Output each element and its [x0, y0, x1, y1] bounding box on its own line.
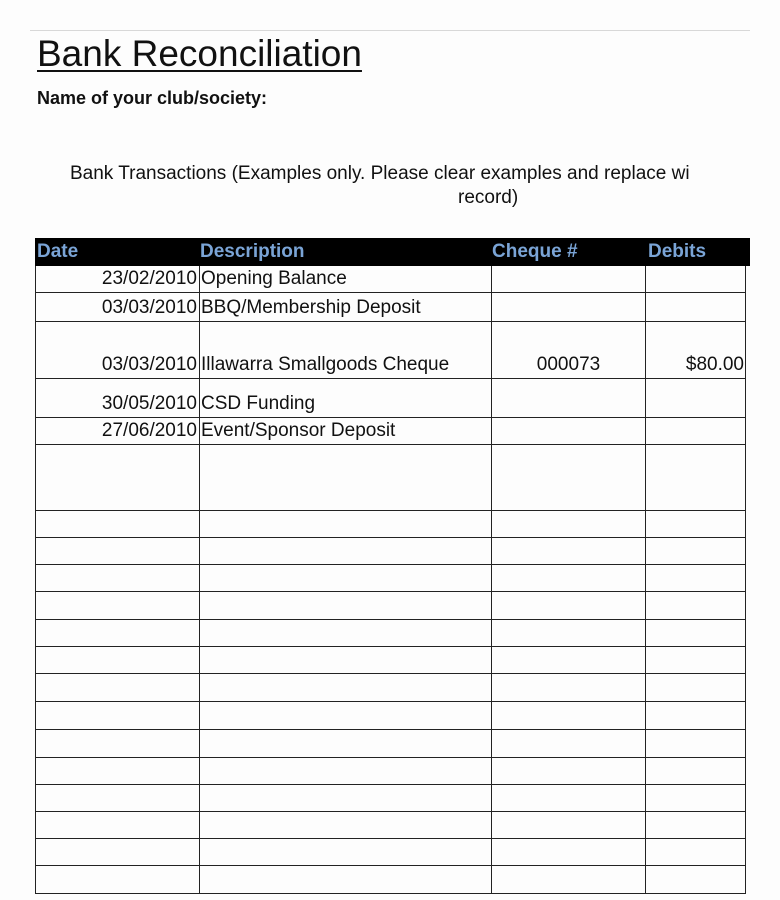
- cell-debits[interactable]: [645, 785, 746, 811]
- cell-date[interactable]: [35, 758, 199, 784]
- table-row: [35, 445, 746, 511]
- cell-date[interactable]: [35, 730, 199, 757]
- cell-date[interactable]: [35, 592, 199, 619]
- notice-line-1: Bank Transactions (Examples only. Please clear examples and replace wi: [70, 163, 690, 184]
- table-row: [35, 266, 746, 293]
- header-date: Date: [37, 241, 79, 262]
- cell-cheque[interactable]: [491, 785, 645, 811]
- cell-description[interactable]: [199, 592, 491, 619]
- table-row: [35, 379, 746, 418]
- cell-date[interactable]: [35, 538, 199, 564]
- table-header-row: [35, 238, 750, 266]
- cell-debits[interactable]: [645, 293, 746, 321]
- cell-description[interactable]: BBQ/Membership Deposit: [199, 293, 491, 321]
- cell-description[interactable]: [199, 511, 491, 537]
- cell-description[interactable]: Event/Sponsor Deposit: [199, 418, 491, 444]
- cell-cheque[interactable]: [491, 839, 645, 865]
- cell-description[interactable]: [199, 812, 491, 838]
- cell-description[interactable]: Illawarra Smallgoods Cheque: [199, 322, 491, 378]
- table-row: [35, 592, 746, 620]
- cell-description[interactable]: [199, 565, 491, 591]
- cell-debits[interactable]: [645, 647, 746, 673]
- cell-debits[interactable]: [645, 674, 746, 701]
- cell-description[interactable]: CSD Funding: [199, 379, 491, 417]
- cell-date[interactable]: [35, 445, 199, 510]
- cell-description[interactable]: [199, 620, 491, 646]
- cell-cheque[interactable]: [491, 266, 645, 292]
- table-row: [35, 620, 746, 647]
- cell-date[interactable]: [35, 647, 199, 673]
- cell-debits[interactable]: [645, 866, 746, 893]
- table-row: [35, 538, 746, 565]
- cell-debits[interactable]: [645, 730, 746, 757]
- cell-date[interactable]: [35, 565, 199, 591]
- cell-debits[interactable]: [645, 418, 746, 444]
- cell-cheque[interactable]: [491, 702, 645, 729]
- cell-date[interactable]: 30/05/2010: [35, 379, 199, 417]
- cell-cheque[interactable]: [491, 592, 645, 619]
- cell-debits[interactable]: [645, 620, 746, 646]
- cell-cheque[interactable]: [491, 730, 645, 757]
- table-row: [35, 647, 746, 674]
- cell-date[interactable]: [35, 812, 199, 838]
- cell-debits[interactable]: [645, 592, 746, 619]
- transactions-table-body: [35, 266, 746, 894]
- cell-cheque[interactable]: [491, 866, 645, 893]
- cell-date[interactable]: [35, 674, 199, 701]
- table-row: [35, 293, 746, 322]
- table-row: [35, 511, 746, 538]
- table-row: [35, 418, 746, 445]
- cell-debits[interactable]: [645, 511, 746, 537]
- cell-description[interactable]: [199, 866, 491, 893]
- cell-date[interactable]: [35, 620, 199, 646]
- cell-cheque[interactable]: [491, 758, 645, 784]
- cell-cheque[interactable]: 000073: [491, 322, 645, 378]
- transactions-notice: [0, 160, 780, 214]
- cell-cheque[interactable]: [491, 538, 645, 564]
- cell-date[interactable]: [35, 702, 199, 729]
- cell-description[interactable]: [199, 730, 491, 757]
- top-divider: [30, 30, 750, 31]
- cell-description[interactable]: [199, 785, 491, 811]
- cell-description[interactable]: [199, 538, 491, 564]
- cell-cheque[interactable]: [491, 565, 645, 591]
- cell-cheque[interactable]: [491, 445, 645, 510]
- cell-debits[interactable]: [645, 839, 746, 865]
- header-description: Description: [200, 241, 305, 262]
- cell-date[interactable]: [35, 866, 199, 893]
- cell-cheque[interactable]: [491, 674, 645, 701]
- cell-date[interactable]: 03/03/2010: [35, 322, 199, 378]
- cell-cheque[interactable]: [491, 620, 645, 646]
- cell-description[interactable]: Opening Balance: [199, 266, 491, 292]
- cell-date[interactable]: [35, 785, 199, 811]
- cell-debits[interactable]: [645, 565, 746, 591]
- cell-debits[interactable]: [645, 379, 746, 417]
- cell-debits[interactable]: $80.00: [645, 322, 746, 378]
- cell-cheque[interactable]: [491, 379, 645, 417]
- table-row: [35, 785, 746, 812]
- cell-cheque[interactable]: [491, 511, 645, 537]
- cell-description[interactable]: [199, 702, 491, 729]
- cell-cheque[interactable]: [491, 293, 645, 321]
- cell-date[interactable]: [35, 839, 199, 865]
- club-name-label: Name of your club/society:: [37, 88, 268, 108]
- table-row: [35, 839, 746, 866]
- cell-date[interactable]: 23/02/2010: [35, 266, 199, 292]
- table-row: [35, 812, 746, 839]
- cell-debits[interactable]: [645, 445, 746, 510]
- cell-cheque[interactable]: [491, 647, 645, 673]
- page-title: Bank Reconciliation: [37, 33, 362, 74]
- cell-debits[interactable]: [645, 758, 746, 784]
- notice-line-2: record): [458, 187, 519, 208]
- cell-debits[interactable]: [645, 266, 746, 292]
- cell-debits[interactable]: [645, 812, 746, 838]
- cell-description[interactable]: [199, 758, 491, 784]
- cell-date[interactable]: [35, 511, 199, 537]
- cell-description[interactable]: [199, 839, 491, 865]
- cell-description[interactable]: [199, 674, 491, 701]
- cell-debits[interactable]: [645, 702, 746, 729]
- header-cheque: Cheque #: [492, 241, 578, 262]
- cell-date[interactable]: 03/03/2010: [35, 293, 199, 321]
- cell-description[interactable]: [199, 647, 491, 673]
- table-row: [35, 730, 746, 758]
- cell-description[interactable]: [199, 445, 491, 510]
- header-debits: Debits: [648, 241, 707, 262]
- cell-debits[interactable]: [645, 538, 746, 564]
- table-row: [35, 866, 746, 894]
- table-row: [35, 565, 746, 592]
- table-row: [35, 322, 746, 379]
- cell-date[interactable]: 27/06/2010: [35, 418, 199, 444]
- cell-cheque[interactable]: [491, 418, 645, 444]
- cell-cheque[interactable]: [491, 812, 645, 838]
- table-row: [35, 674, 746, 702]
- table-row: [35, 758, 746, 785]
- table-row: [35, 702, 746, 730]
